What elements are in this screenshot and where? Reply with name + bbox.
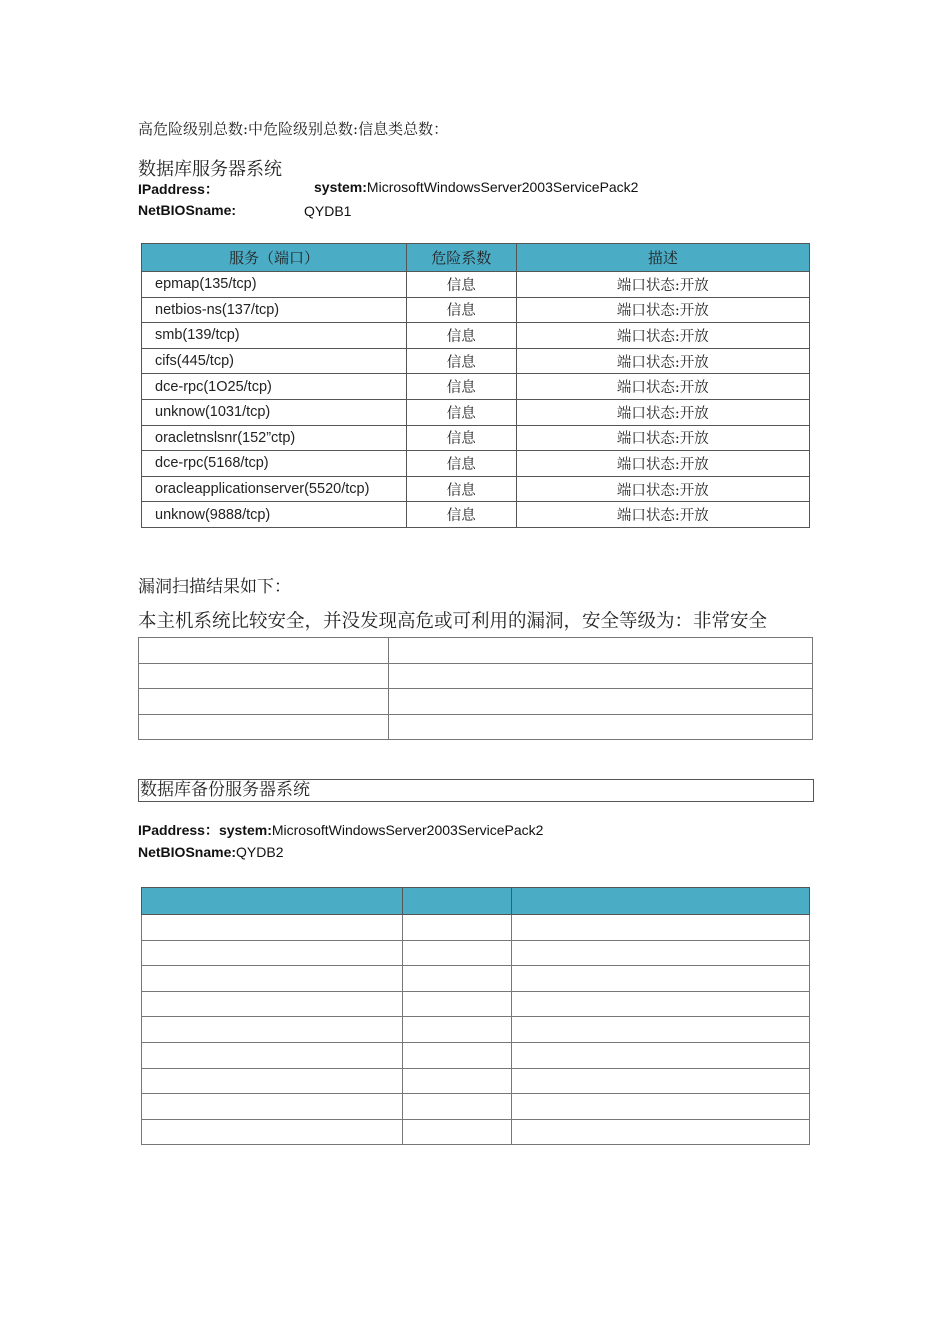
table-row bbox=[142, 1119, 810, 1145]
server2-ip-label: IPaddress： bbox=[138, 822, 219, 838]
description-cell: 端口状态:开放 bbox=[516, 476, 809, 502]
service-cell: oracleapplicationserver(5520/tcp) bbox=[142, 476, 407, 502]
server2-title: 数据库备份服务器系统 bbox=[138, 779, 814, 802]
summary-counts: 高危险级别总数:中危险级别总数:信息类总数： bbox=[138, 120, 449, 138]
table-row bbox=[142, 1017, 810, 1043]
risk-cell: 信息 bbox=[406, 323, 516, 349]
table-row bbox=[142, 425, 810, 451]
description-cell: 端口状态:开放 bbox=[516, 374, 809, 400]
server1-netbios-label: NetBIOSname: bbox=[138, 202, 237, 218]
risk-cell: 信息 bbox=[406, 272, 516, 298]
scan-result: 本主机系统比较安全，并没发现高危或可利用的漏洞，安全等级为：非常安全 bbox=[138, 611, 768, 632]
server2-netbios-label: NetBIOSname: bbox=[138, 844, 237, 860]
service-table bbox=[141, 243, 810, 528]
service-cell: netbios-ns(137/tcp) bbox=[142, 297, 407, 323]
table-row bbox=[142, 966, 810, 992]
description-cell: 端口状态:开放 bbox=[516, 272, 809, 298]
description-cell: 端口状态:开放 bbox=[516, 502, 809, 528]
description-cell: 端口状态:开放 bbox=[516, 399, 809, 425]
server2-table-header bbox=[142, 888, 810, 915]
server1-system-value: MicrosoftWindowsServer2003ServicePack2 bbox=[366, 179, 639, 195]
server1-system bbox=[314, 179, 638, 197]
table-row bbox=[142, 1068, 810, 1094]
table-row bbox=[142, 1042, 810, 1068]
risk-cell: 信息 bbox=[406, 374, 516, 400]
table-row bbox=[142, 476, 810, 502]
table-row bbox=[139, 714, 813, 740]
risk-cell: 信息 bbox=[406, 476, 516, 502]
table-row bbox=[142, 991, 810, 1017]
service-cell: dce-rpc(5168/tcp) bbox=[142, 451, 407, 477]
table-row bbox=[139, 663, 813, 689]
description-cell: 端口状态:开放 bbox=[516, 348, 809, 374]
table-row bbox=[142, 323, 810, 349]
header-description: 描述 bbox=[516, 244, 809, 272]
blank-result-table bbox=[138, 637, 813, 740]
service-cell: oracletnslsnr(152”ctp) bbox=[142, 425, 407, 451]
server2-service-table bbox=[141, 887, 810, 1145]
server2-system-label: system: bbox=[218, 822, 272, 838]
service-cell: smb(139/tcp) bbox=[142, 323, 407, 349]
table-row bbox=[139, 689, 813, 715]
table-row bbox=[142, 297, 810, 323]
server2-system-value: MicrosoftWindowsServer2003ServicePack2 bbox=[271, 822, 544, 838]
table-row bbox=[142, 399, 810, 425]
description-cell: 端口状态:开放 bbox=[516, 323, 809, 349]
risk-cell: 信息 bbox=[406, 425, 516, 451]
header-service: 服务（端口） bbox=[142, 244, 407, 272]
server1-title: 数据库服务器系统 bbox=[138, 159, 282, 180]
description-cell: 端口状态:开放 bbox=[516, 425, 809, 451]
table-row bbox=[142, 348, 810, 374]
table-row bbox=[142, 502, 810, 528]
service-cell: dce-rpc(1O25/tcp) bbox=[142, 374, 407, 400]
table-row bbox=[142, 272, 810, 298]
table-row bbox=[142, 1094, 810, 1120]
description-cell: 端口状态:开放 bbox=[516, 451, 809, 477]
server2-netbios bbox=[138, 844, 284, 862]
service-cell: cifs(445/tcp) bbox=[142, 348, 407, 374]
table-row bbox=[142, 374, 810, 400]
table-row bbox=[139, 638, 813, 664]
risk-cell: 信息 bbox=[406, 297, 516, 323]
table-row bbox=[142, 940, 810, 966]
service-cell: unknow(9888/tcp) bbox=[142, 502, 407, 528]
scan-heading: 漏洞扫描结果如下： bbox=[138, 577, 291, 597]
risk-cell: 信息 bbox=[406, 348, 516, 374]
risk-cell: 信息 bbox=[406, 502, 516, 528]
service-cell: epmap(135/tcp) bbox=[142, 272, 407, 298]
server1-system-label: system: bbox=[314, 179, 367, 195]
header-risk: 危险系数 bbox=[406, 244, 516, 272]
description-cell: 端口状态:开放 bbox=[516, 297, 809, 323]
server2-ip-system bbox=[138, 820, 543, 840]
risk-cell: 信息 bbox=[406, 399, 516, 425]
table-row bbox=[142, 915, 810, 941]
server2-netbios-value: QYDB2 bbox=[236, 844, 284, 860]
server1-ip-label: IPaddress： bbox=[138, 181, 219, 197]
server1-netbios-value: QYDB1 bbox=[304, 203, 352, 219]
service-table-header bbox=[142, 244, 810, 272]
risk-cell: 信息 bbox=[406, 451, 516, 477]
service-cell: unknow(1031/tcp) bbox=[142, 399, 407, 425]
table-row bbox=[142, 451, 810, 477]
